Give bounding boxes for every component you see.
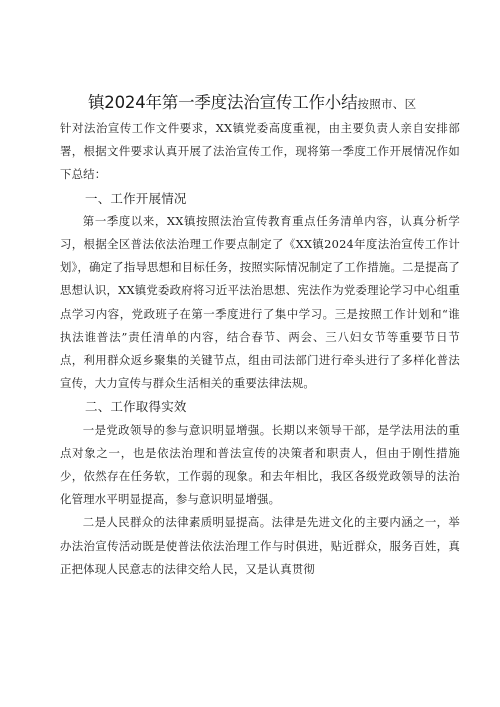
section-1-paragraph: 第一季度以来，XX镇按照法治宣传教育重点任务清单内容，认真分析学习，根据全区普法依法治理工作要点制定了《XX镇2024年度法治宣传工作计划》，确定了指导思想和目标任务，按照实际情况制定了工作措施。二是提高了思想认识，XX镇党委政府将习近平法治思想、宪法作为党委理论学习中心组重点学习内容，党政班子在第一季度进行了集中学习。三是按照工作计划和“谁执法谁普法”责任清单的内容，结合春节、两会、三八妇女节等重要节日节点，利用群众返乡聚集的关键节点，组由司法部门进行牵头进行了多样化普法宣传，大力宣传与群众生活相关的重要法律法规。 (60, 213, 460, 391)
title-line (88, 92, 488, 115)
section-heading-1: 一、工作开展情况 (85, 190, 187, 206)
section-2-paragraph-1: 一是党政领导的参与意识明显增强。长期以来领导干部，是学法用法的重点对象之一，也是依法治理和普法宣传的决策者和职责人，但由于刚性措施少，依然存在任务软，工作弱的现象。和去年相比，我区各级党政领导的法治化管理水平明显提高，参与意识明显增强。 (60, 422, 460, 507)
document-title: 镇2024年第一季度法治宣传工作小结 (88, 93, 358, 112)
intro-paragraph: 针对法治宣传工作文件要求，XX镇党委高度重视，由主要负责人亲自安排部署，根据文件要求认真开展了法治宣传工作，现将第一季度工作开展情况作如下总结： (60, 121, 460, 182)
section-2-paragraph-2: 二是人民群众的法律素质明显提高。法律是先进文化的主要内涵之一，举办法治宣传活动既是使普法依法治理工作与时俱进，贴近群众，服务百姓，真正把体现人民意志的法律交给人民，又是认真贯彻 (60, 515, 460, 576)
document-body (60, 117, 460, 581)
section-heading-2: 二、工作取得实效 (85, 399, 187, 415)
title-continuation: 按照市、区 (357, 97, 417, 111)
